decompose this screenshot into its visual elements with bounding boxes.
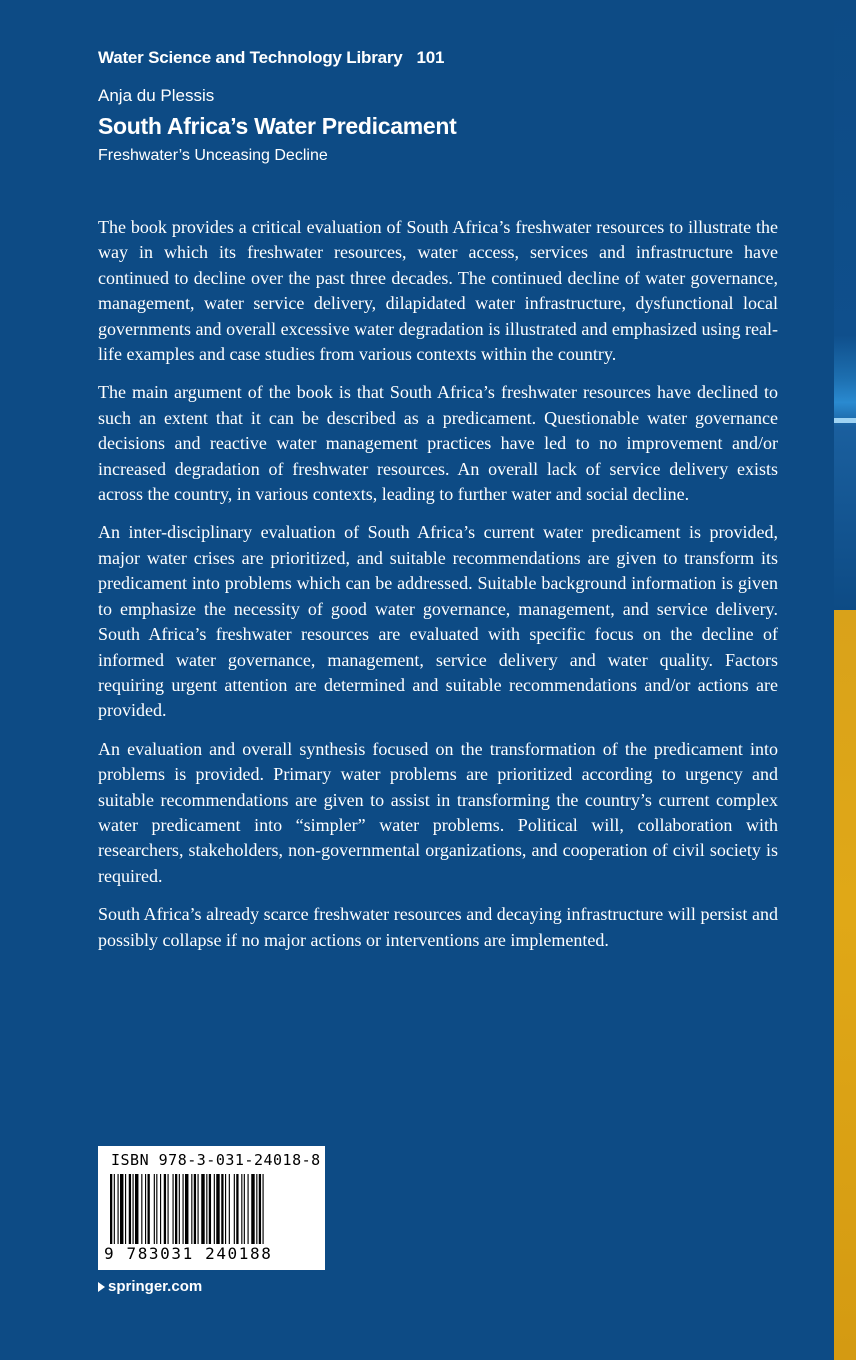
barcode-bar	[201, 1174, 204, 1244]
barcode-bar	[234, 1174, 235, 1244]
blurb-text	[98, 215, 778, 966]
series-name: Water Science and Technology Library	[98, 48, 403, 67]
barcode-bar	[191, 1174, 192, 1244]
barcode-bar	[120, 1174, 123, 1244]
barcode-bar	[185, 1174, 188, 1244]
barcode-bar	[135, 1174, 138, 1244]
barcode-bar	[259, 1174, 261, 1244]
barcode-bar	[179, 1174, 180, 1244]
barcode-bar	[241, 1174, 242, 1244]
barcode-bar	[198, 1174, 199, 1244]
barcode-bar	[206, 1174, 207, 1244]
publisher-link[interactable]	[98, 1278, 202, 1295]
barcode-bar	[263, 1174, 264, 1244]
spine-strip-gold	[834, 610, 856, 1360]
barcode-bar	[221, 1174, 223, 1244]
book-subtitle: Freshwater’s Unceasing Decline	[98, 147, 328, 164]
barcode-bar	[164, 1174, 166, 1244]
barcode-bar	[160, 1174, 161, 1244]
book-title: South Africa’s Water Predicament	[98, 113, 457, 139]
blurb-paragraph: An evaluation and overall synthesis focused on the transformation of the predicament into problems is provided. Primary water problems are prioritized according to urgency and suitable recommendations are given to assist in transforming the country’s current complex water predicament into “simpler” water problems. Political will, collaboration with researchers, stakeholders, non-governmental organizations, and cooperation of civil society is required.	[98, 738, 778, 886]
barcode-bar	[148, 1174, 150, 1244]
barcode-bar	[209, 1174, 211, 1244]
barcode-bar	[236, 1174, 238, 1244]
isbn-label: ISBN 978-3-031-24018-8	[111, 1151, 321, 1169]
barcode-bar	[168, 1174, 169, 1244]
barcode-bar	[244, 1174, 245, 1244]
barcode-bar	[154, 1174, 155, 1244]
barcode-bar	[229, 1174, 230, 1244]
barcode-bar	[216, 1174, 219, 1244]
barcode-bar	[145, 1174, 146, 1244]
barcode-bar	[156, 1174, 157, 1244]
series-line	[98, 48, 444, 68]
spine-highlight-line	[834, 418, 856, 423]
barcode-bar	[214, 1174, 215, 1244]
blurb-paragraph: The main argument of the book is that South Africa’s freshwater resources have declined to such an extent that it can be described as a predicament. Questionable water governance decisions and reactive water management practices have led to no improvement and/or increased degradation of freshwater resources. An overall lack of service delivery exists across the country, in various contexts, leading to further water and social decline.	[98, 382, 778, 505]
barcode-bar	[251, 1174, 254, 1244]
barcode-bar	[194, 1174, 196, 1244]
author-name: Anja du Plessis	[98, 86, 215, 105]
barcode-bars	[106, 1174, 318, 1244]
blurb-paragraph: The book provides a critical evaluation of South Africa’s freshwater resources to illustrate the way in which its freshwater resources, water access, services and infrastructure have continued to decline over the past three decades. The continued decline of water governance, management, water service delivery, dilapidated water infrastructure, dysfunctional local governments and overall excessive water degradation is illustrated and emphasized using real-life examples and case studies from various contexts within the country.	[98, 217, 778, 365]
barcode-bar	[183, 1174, 184, 1244]
spine-strip-blue	[834, 0, 856, 610]
barcode-bar	[256, 1174, 257, 1244]
isbn-barcode	[98, 1146, 325, 1270]
barcode-bar	[129, 1174, 131, 1244]
barcode-bar	[248, 1174, 249, 1244]
blurb-paragraph: South Africa’s already scarce freshwater resources and decaying infrastructure will persist and possibly collapse if no major actions or interventions are implemented.	[98, 904, 778, 950]
blurb-paragraph: An inter-disciplinary evaluation of South Africa’s current water predicament is provided, major water crises are prioritized, and suitable recommendations are given to transform its predicament into problems which can be addressed. Suitable background information is given to emphasize the necessity of good water governance, management, and service delivery. South Africa’s freshwater resources are evaluated with specific focus on the decline of informed water governance, management, service delivery and water quality. Factors requiring urgent attention are determined and suitable recommendations and/or actions are provided.	[98, 522, 778, 721]
arrow-right-icon	[98, 1282, 105, 1292]
barcode-digits: 9 783031 240188	[104, 1244, 273, 1263]
barcode-bar	[118, 1174, 119, 1244]
series-number: 101	[416, 48, 445, 67]
barcode-bar	[133, 1174, 134, 1244]
barcode-bar	[114, 1174, 115, 1244]
barcode-bar	[110, 1174, 112, 1244]
publisher-url: springer.com	[108, 1278, 203, 1295]
barcode-bar	[225, 1174, 226, 1244]
barcode-bar	[173, 1174, 174, 1244]
barcode-bar	[175, 1174, 177, 1244]
barcode-bar	[125, 1174, 126, 1244]
barcode-bar	[141, 1174, 142, 1244]
